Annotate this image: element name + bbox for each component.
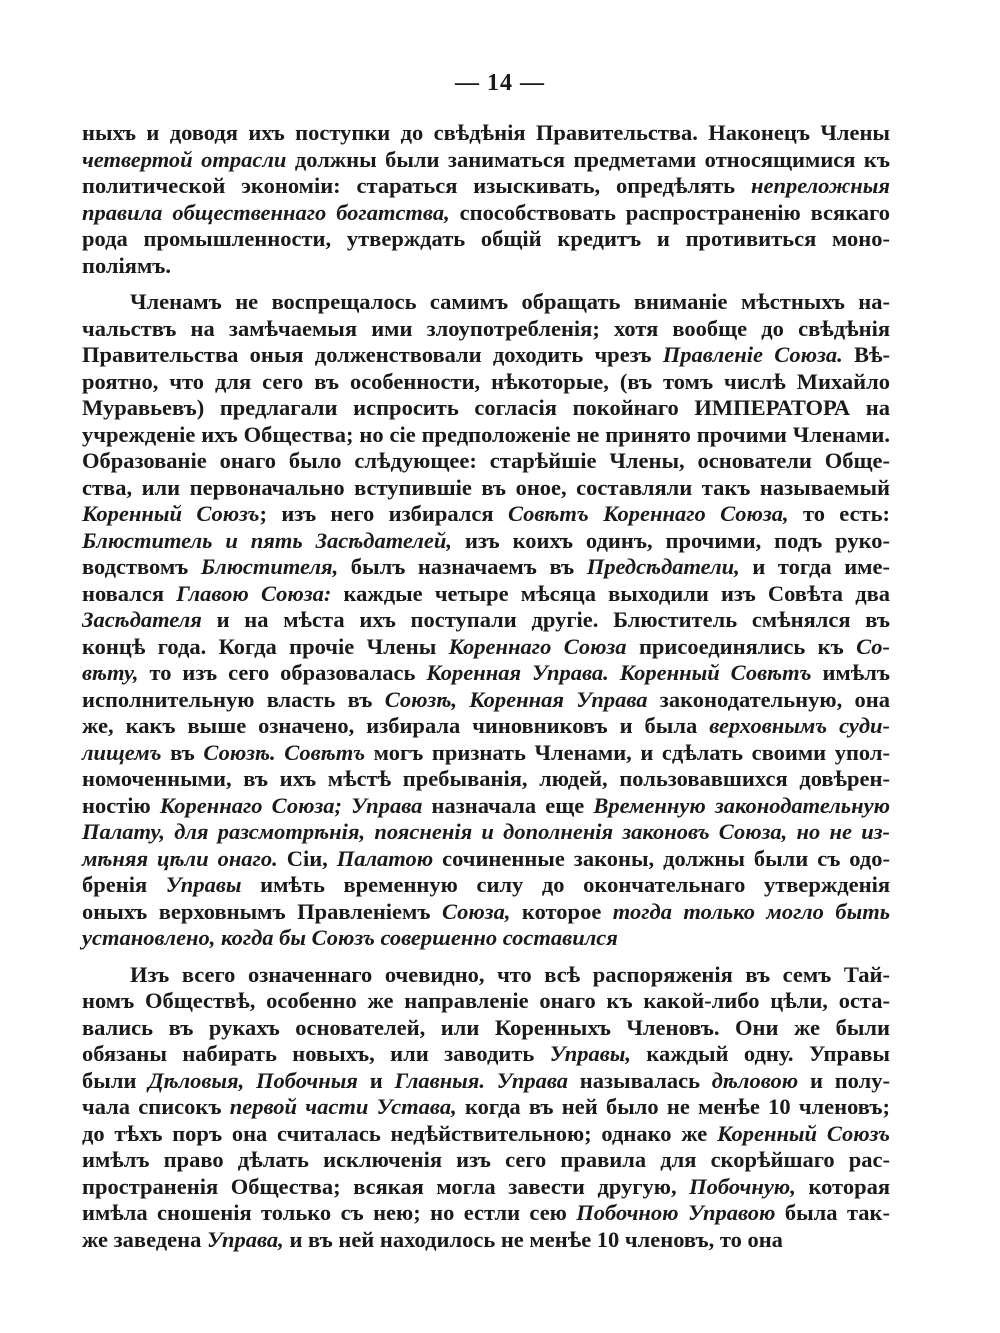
- text-run: могъ признать Членами, и сдѣлать своими упол-: [365, 739, 891, 765]
- italic-text: Палату, для разсмотрѣнія, поясненія и дополненія законовъ Союза, но не из-: [82, 819, 890, 844]
- italic-text: Управа,: [206, 1226, 284, 1252]
- italic-text: Блюститель и пять Засѣдателей,: [82, 527, 453, 553]
- text-run: каждый одну. Управы: [631, 1041, 890, 1066]
- italic-text: Союзѣ, Коренная Управа: [384, 686, 648, 712]
- paragraph: [82, 120, 890, 279]
- text-line: [82, 899, 890, 926]
- text-run: обязаны набирать новыхъ, или заводить: [82, 1041, 550, 1066]
- text-line: [82, 1068, 890, 1095]
- text-line: [82, 1227, 890, 1254]
- text-line: [82, 554, 890, 581]
- italic-text: вѣту,: [82, 660, 139, 685]
- text-run: чала списокъ: [82, 1094, 230, 1119]
- italic-text: Союзѣ. Совѣтъ: [203, 739, 366, 765]
- text-run: называлась: [568, 1067, 712, 1093]
- text-run: имѣть временную силу до окончательнаго утвержденія: [241, 872, 891, 897]
- text-line: [82, 395, 890, 422]
- italic-text: Коренный Союзъ: [82, 501, 260, 526]
- text-run: Членамъ не воспрещалось самимъ обращать вниманіе мѣстныхъ на-: [130, 289, 890, 314]
- text-line: [82, 253, 890, 280]
- text-run: и тогда име-: [739, 554, 890, 579]
- text-line: [82, 369, 890, 396]
- text-run: водствомъ: [82, 554, 201, 579]
- text-run: ностію: [82, 792, 160, 818]
- text-line: [82, 200, 890, 227]
- page-number: — 14 —: [455, 70, 545, 96]
- italic-text: Правленіе Союза.: [662, 342, 843, 367]
- italic-text: Блюстителя,: [200, 554, 339, 579]
- italic-text: Управы,: [549, 1041, 632, 1066]
- italic-text: верховнымъ суди-: [709, 713, 890, 738]
- italic-text: непреложныя: [750, 173, 890, 198]
- italic-text: Палатою: [336, 845, 434, 871]
- text-run: исполнительную власть въ: [82, 686, 385, 712]
- text-run: то изъ сего образовалась: [138, 660, 427, 685]
- text-run: законодательную, она: [647, 686, 890, 712]
- text-run: чальствъ на замѣчаемыя ими злоупотребленія; хотя вообще до свѣдѣнія: [82, 315, 890, 341]
- text-run: былъ назначаемъ въ: [338, 554, 587, 579]
- text-run: изъ коихъ одинъ, прочими, подъ руко-: [452, 527, 890, 553]
- text-run: роятно, что для сего въ особенности, нѣкоторые, (въ томъ числѣ Михайло: [82, 368, 890, 394]
- text-run: Вѣ-: [842, 342, 890, 367]
- text-run: способствовать распространенію всякаго: [449, 199, 891, 225]
- text-run: ства, или первоначально вступившіе въ оное, составляли такъ называемый: [82, 474, 890, 500]
- text-run: рода промышленности, утверждать общій кредитъ и противиться моно-: [82, 226, 890, 251]
- text-run: же, какъ выше означено, избирала чиновниковъ и была: [82, 713, 710, 738]
- text-line: [82, 1200, 890, 1227]
- text-line: [82, 988, 890, 1015]
- text-line: [82, 1174, 890, 1201]
- text-run: вались въ рукахъ основателей, или Коренныхъ Членовъ. Они же были: [82, 1014, 890, 1040]
- text-run: должны были заниматься предметами относящимися къ: [286, 146, 890, 172]
- text-run: Сіи,: [277, 845, 337, 871]
- text-line: [82, 448, 890, 475]
- italic-text: Совѣтъ Кореннаго Союза,: [507, 501, 789, 526]
- text-run: которое: [510, 898, 613, 924]
- text-run: Правительства оныя долженствовали доходить чрезъ: [82, 342, 663, 367]
- text-run: присоединялись къ: [626, 633, 857, 659]
- text-line: [82, 962, 890, 989]
- italic-text: Коренный Союзъ: [717, 1120, 890, 1146]
- text-run: то есть:: [788, 501, 891, 526]
- text-line: [82, 925, 890, 952]
- text-run: номоченными, въ ихъ мѣстѣ пребыванія, людей, пользовавшихся довѣрен-: [82, 766, 890, 791]
- italic-text: Союза,: [441, 898, 511, 924]
- italic-text: мѣняя цѣли онаго.: [82, 845, 278, 871]
- text-line: [82, 740, 890, 767]
- italic-text: Побочною Управою: [576, 1200, 776, 1225]
- text-line: [82, 422, 890, 449]
- text-line: [82, 713, 890, 740]
- text-line: [82, 501, 890, 528]
- text-run: была так-: [775, 1200, 890, 1225]
- body-text: [82, 120, 890, 1253]
- text-run: оныхъ верховнымъ Правленіемъ: [82, 898, 442, 924]
- text-line: [82, 475, 890, 502]
- text-line: [82, 607, 890, 634]
- italic-text: лищемъ: [82, 739, 162, 765]
- text-line: [82, 581, 890, 608]
- text-run: имѣлъ: [811, 660, 890, 685]
- text-run: сочиненные законы, должны были съ одо-: [433, 845, 890, 871]
- text-run: концѣ года. Когда прочіе Члены: [82, 633, 449, 659]
- text-run: назначала еще: [422, 792, 594, 818]
- italic-text: Дѣловыя, Побочныя: [148, 1067, 358, 1093]
- text-line: [82, 766, 890, 793]
- text-line: [82, 316, 890, 343]
- text-line: [82, 1094, 890, 1121]
- text-run: номъ Обществѣ, особенно же направленіе онаго къ какой-либо цѣли, оста-: [82, 988, 890, 1013]
- text-run: политической экономіи: стараться изыскивать, опредѣлять: [82, 173, 751, 198]
- text-line: [82, 120, 890, 147]
- text-line: [82, 173, 890, 200]
- italic-text: Засѣдателя: [82, 607, 202, 632]
- text-run: имѣлъ право дѣлать исключенія изъ сего правила для скорѣйшаго рас-: [82, 1147, 890, 1172]
- italic-text: Предсѣдатели,: [586, 554, 740, 579]
- text-line: [82, 634, 890, 661]
- text-run: ; изъ него избирался: [259, 501, 508, 526]
- text-line: [82, 793, 890, 820]
- text-line: [82, 660, 890, 687]
- text-line: [82, 1015, 890, 1042]
- text-line: [82, 819, 890, 846]
- paragraph: [82, 962, 890, 1254]
- text-run: и: [357, 1067, 395, 1093]
- italic-text: Главныя. Управа: [394, 1067, 568, 1093]
- text-run: которая: [795, 1173, 890, 1199]
- italic-text: четвертой отрасли: [82, 146, 287, 172]
- text-line: [82, 687, 890, 714]
- text-line: [82, 1041, 890, 1068]
- italic-text: правила общественнаго богатства,: [82, 199, 450, 225]
- italic-text: Кореннаго Союза: [448, 633, 627, 659]
- text-run: Муравьевъ) предлагали испросить согласія покойнаго ИМПЕРАТОРА на: [82, 395, 890, 420]
- italic-text: Управы: [165, 872, 242, 897]
- text-run: въ: [161, 739, 204, 765]
- italic-text: Коренная Управа. Коренный Совѣтъ: [426, 660, 812, 685]
- text-run: были: [82, 1067, 149, 1093]
- text-line: [82, 872, 890, 899]
- text-line: [82, 147, 890, 174]
- italic-text: Побочную,: [689, 1173, 796, 1199]
- text-run: имѣла сношенія только съ нею; но естли сею: [82, 1200, 577, 1225]
- italic-text: тогда только могло быть: [612, 898, 890, 924]
- text-run: учрежденіе ихъ Общества; но сіе предположеніе не принято прочими Членами.: [82, 421, 890, 447]
- italic-text: Главою Союза:: [176, 580, 332, 606]
- text-run: и въ ней находилось не менѣе 10 членовъ, то она: [283, 1226, 783, 1252]
- text-run: поліямъ.: [82, 252, 172, 278]
- text-run: ныхъ и доводя ихъ поступки до свѣдѣнія Правительства. Наконецъ Члены: [82, 120, 890, 145]
- text-run: пространенія Общества; всякая могла завести другую,: [82, 1173, 690, 1199]
- text-run: бренія: [82, 872, 166, 897]
- italic-text: Временную законодательную: [593, 792, 890, 818]
- paragraph: [82, 289, 890, 952]
- text-line: [82, 528, 890, 555]
- text-run: Изъ всего означеннаго очевидно, что всѣ распоряженія въ семъ Тай-: [130, 961, 890, 987]
- italic-text: установлено, когда бы Союзъ совершенно составился: [82, 925, 618, 950]
- text-run: каждые четыре мѣсяца выходили изъ Совѣта два: [331, 580, 890, 606]
- text-run: и на мѣста ихъ поступали другіе. Блюститель смѣнялся въ: [201, 607, 890, 632]
- text-run: же заведена: [82, 1226, 207, 1252]
- text-line: [82, 342, 890, 369]
- text-run: до тѣхъ поръ она считалась недѣйствительною; однако же: [82, 1120, 718, 1146]
- text-run: когда въ ней было не менѣе 10 членовъ;: [456, 1094, 891, 1119]
- text-run: новался: [82, 580, 177, 606]
- text-line: [82, 289, 890, 316]
- text-line: [82, 1121, 890, 1148]
- italic-text: Со-: [856, 633, 890, 659]
- text-line: [82, 226, 890, 253]
- text-run: и полу-: [798, 1067, 890, 1093]
- italic-text: Кореннаго Союза; Управа: [159, 792, 423, 818]
- text-run: Образованіе онаго было слѣдующее: старѣйшіе Члены, основатели Обще-: [82, 448, 890, 473]
- italic-text: первой части Устава,: [229, 1094, 457, 1119]
- text-line: [82, 846, 890, 873]
- text-line: [82, 1147, 890, 1174]
- italic-text: дѣловою: [711, 1067, 799, 1093]
